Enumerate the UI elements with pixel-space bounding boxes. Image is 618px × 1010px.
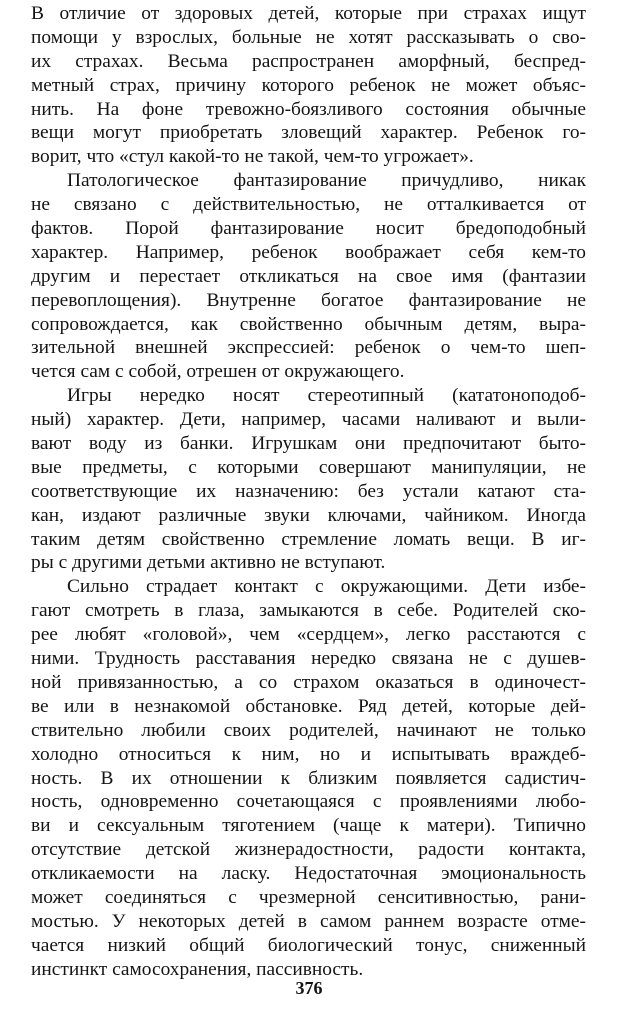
text-line: гают смотреть в глаза, замыкаются в себе. Родителей ско- bbox=[31, 600, 586, 622]
text-line: чается низкий общий биологический тонус, сниженный bbox=[31, 934, 586, 956]
paragraph bbox=[31, 575, 586, 981]
page-body bbox=[31, 2, 586, 982]
text-line: инстинкт самосохранения, пассивность. bbox=[31, 958, 364, 980]
text-line: вые предметы, с которыми совершают манипуляции, не bbox=[31, 456, 586, 478]
text-line: сопровождается, как свойственно обычным детям, выра- bbox=[31, 313, 586, 335]
paragraph bbox=[31, 2, 586, 169]
text-line: зительной внешней экспрессией: ребенок о чем-то шеп- bbox=[31, 337, 586, 359]
text-line: соответствующие их назначению: без устали катают ста- bbox=[31, 480, 586, 502]
text-line: холодно относиться к ним, но и испытывать враждеб- bbox=[31, 743, 586, 765]
paragraph bbox=[31, 169, 586, 384]
text-line: рее любят «головой», чем «сердцем», легко расстаются с bbox=[31, 624, 586, 646]
text-line: ной привязанностью, а со страхом оказаться в одиночест- bbox=[31, 671, 586, 693]
text-line: помощи у взрослых, больные не хотят рассказывать о сво- bbox=[31, 26, 586, 48]
text-line: В отличие от здоровых детей, которые при страхах ищут bbox=[31, 3, 586, 24]
text-line: не связано с действительностью, не отталкивается от bbox=[31, 194, 586, 216]
text-line: кан, издают различные звуки ключами, чайником. Иногда bbox=[31, 504, 586, 526]
text-line: ры с другими детьми активно не вступают. bbox=[31, 552, 386, 574]
text-line: их страхах. Весьма распространен аморфный, беспред- bbox=[31, 50, 586, 72]
text-line: ность, одновременно сочетающаяся с проявлениями любо- bbox=[31, 791, 586, 813]
paragraph bbox=[31, 384, 586, 575]
text-line: ве или в незнакомой обстановке. Ряд детей, которые дей- bbox=[31, 695, 586, 717]
text-line: вещи могут приобретать зловещий характер. Ребенок го- bbox=[31, 122, 586, 144]
text-line: другим и перестает откликаться на свое имя (фантазии bbox=[31, 265, 586, 287]
text-line: ви и сексуальным тяготением (чаще к матери). Типично bbox=[31, 815, 586, 837]
text-line: может соединяться с чрезмерной сенситивностью, рани- bbox=[31, 886, 586, 908]
text-line: ворит, что «стул какой-то не такой, чем-то угрожает». bbox=[31, 146, 474, 168]
text-line: ность. В их отношении к близким появляется садистич- bbox=[31, 767, 586, 789]
text-line: Игры нередко носят стереотипный (кататоноподоб- bbox=[67, 385, 586, 407]
text-line: вают воду из банки. Игрушкам они предпочитают быто- bbox=[31, 433, 586, 455]
text-line: метный страх, причину которого ребенок не может объяс- bbox=[31, 74, 586, 96]
text-line: нить. На фоне тревожно-боязливого состояния обычные bbox=[31, 98, 586, 120]
text-line: чется сам с собой, отрешен от окружающего. bbox=[31, 361, 405, 383]
page-number: 376 bbox=[295, 978, 323, 998]
text-line: отсутствие детской жизнерадостности, радости контакта, bbox=[31, 839, 586, 861]
text-line: мостью. У некоторых детей в самом раннем возрасте отме- bbox=[31, 910, 586, 932]
text-line: таким детям свойственно стремление ломать вещи. В иг- bbox=[31, 528, 586, 550]
text-line: Патологическое фантазирование причудливо, никак bbox=[67, 170, 586, 192]
text-line: откликаемости на ласку. Недостаточная эмоциональность bbox=[31, 863, 586, 885]
text-line: характер. Например, ребенок воображает себя кем-то bbox=[31, 241, 586, 263]
text-line: фактов. Порой фантазирование носит бредоподобный bbox=[31, 218, 586, 240]
text-line: ный) характер. Дети, например, часами наливают и выли- bbox=[31, 409, 586, 431]
text-line: Сильно страдает контакт с окружающими. Дети избе- bbox=[67, 576, 586, 598]
text-line: ними. Трудность расставания нередко связана не с душев- bbox=[31, 648, 586, 670]
text-line: перевоплощения). Внутренне богатое фантазирование не bbox=[31, 289, 586, 311]
text-line: ствительно любили своих родителей, начинают не только bbox=[31, 719, 586, 741]
